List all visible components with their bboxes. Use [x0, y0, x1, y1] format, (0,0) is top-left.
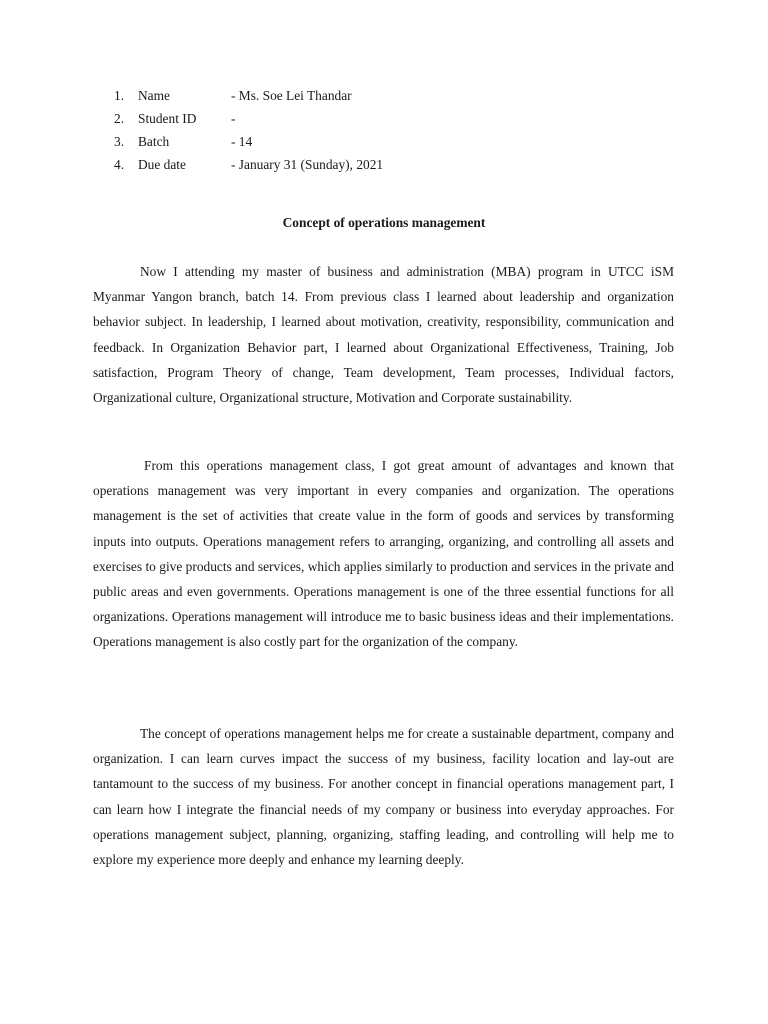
paragraph-3: The concept of operations management helps me for create a sustainable department, company and organization. I can learn curves impact the success of my business, facility location and lay-out are tantamount to the success of my business. For another concept in financial operations management part, I can learn how I integrate the financial needs of my company or business into everyday approaches. For operations management subject, planning, organizing, staffing leading, and controlling will help me to explore my experience more deeply and enhance my learning deeply. [93, 726, 674, 868]
paragraph-2: From this operations management class, I got great amount of advantages and known that operations management was very important in every companies and organization. The operations management is the set of activities that create value in the form of goods and services by transforming inputs into outputs. Operations management refers to arranging, organizing, and controlling all assets and exercises to give products and services, which applies similarly to production and services in the private and public areas and even governments. Operations management is one of the three essential functions for all organizations. Operations management will introduce me to basic business ideas and their implementations. Operations management is also costly part for the organization of the company. [93, 458, 674, 650]
info-number: 1. [114, 88, 125, 103]
document-title: Concept of operations management [282, 215, 486, 230]
paragraph-1: Now I attending my master of business and administration (MBA) program in UTCC iSM Myanmar Yangon branch, batch 14. From previous class I learned about leadership and organization behavior subject. In leadership, I learned about motivation, creativity, responsibility, communication and feedback. In Organization Behavior part, I learned about Organizational Effectiveness, Training, Job satisfaction, Program Theory of change, Team development, Team processes, Individual factors, Organizational culture, Organizational structure, Motivation and Corporate sustainability. [93, 264, 674, 406]
info-value: - January 31 (Sunday), 2021 [231, 157, 384, 172]
info-value: - Ms. Soe Lei Thandar [231, 88, 352, 103]
info-label: Due date [138, 157, 186, 172]
info-label: Student ID [138, 111, 197, 126]
info-label: Batch [138, 134, 170, 149]
info-number: 3. [114, 134, 125, 149]
info-label: Name [138, 88, 170, 103]
info-number: 4. [114, 157, 125, 172]
info-number: 2. [114, 111, 125, 126]
info-value: - 14 [231, 134, 253, 149]
info-value: - [231, 111, 236, 126]
